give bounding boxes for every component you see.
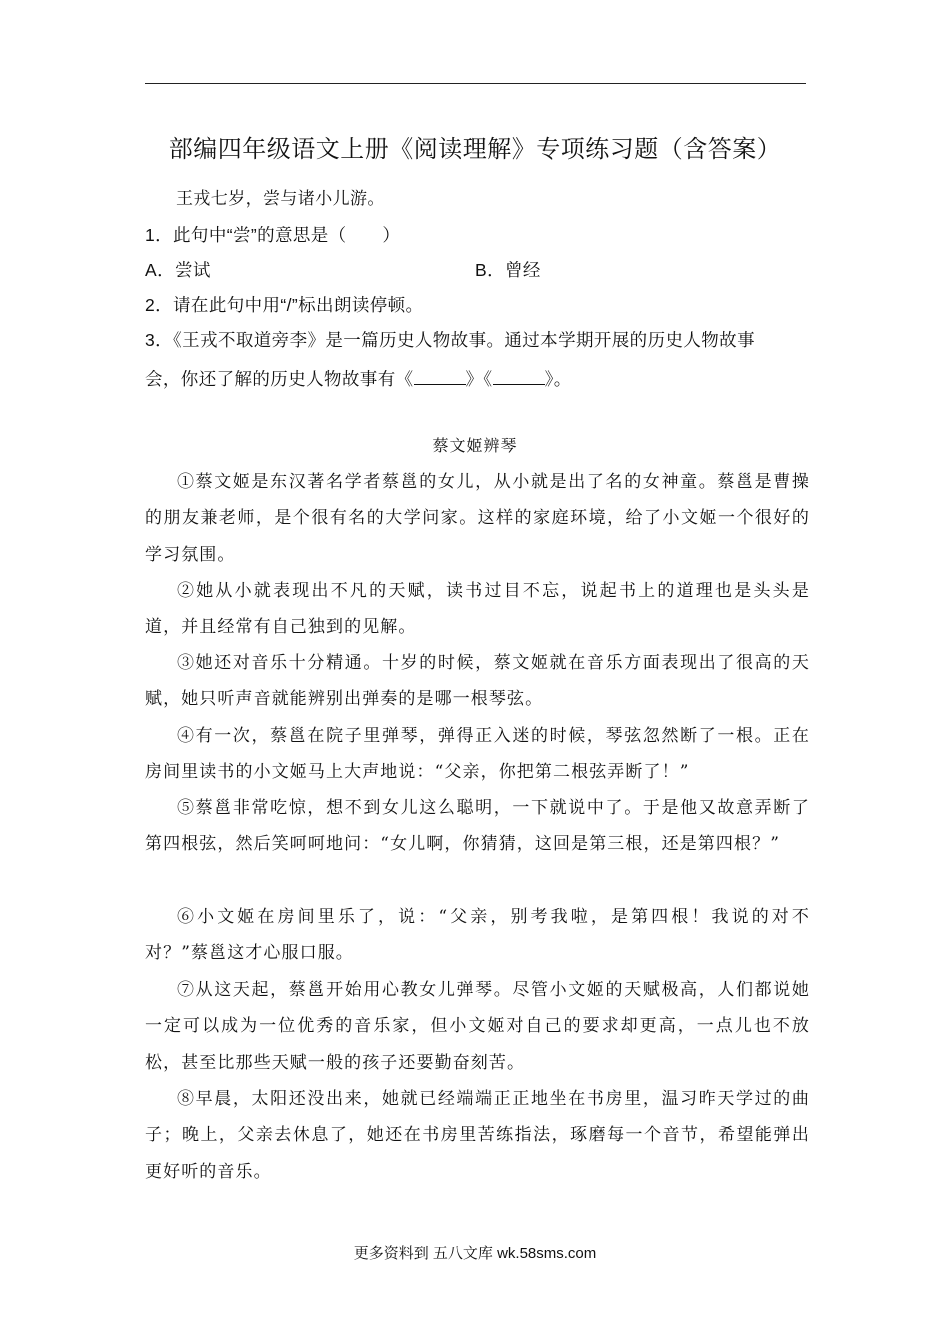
question-2: 2．请在此句中用“/”标出朗读停顿。 [145, 295, 424, 315]
question-1-option-a: A．尝试 [145, 260, 211, 280]
story-paragraph-8: ⑧早晨，太阳还没出来，她就已经端端正正地坐在书房里，温习昨天学过的曲子；晚上，父亲去休息了，她还在书房里苦练指法，琢磨每一个音节，希望能弹出更好听的音乐。 [145, 1089, 810, 1182]
page-title: 部编四年级语文上册《阅读理解》专项练习题（含答案） [168, 135, 782, 163]
question-1-option-b: B．曾经 [475, 260, 541, 280]
answer-blank-2[interactable] [493, 368, 545, 385]
source-sentence: 王戎七岁，尝与诸小儿游。 [176, 189, 385, 209]
story-paragraph-2: ②她从小就表现出不凡的天赋，读书过目不忘，说起书上的道理也是头头是道，并且经常有自己独到的见解。 [145, 581, 810, 638]
question-3-suffix: 》。 [544, 369, 572, 389]
story-paragraph-4: ④有一次，蔡邕在院子里弹琴，弹得正入迷的时候，琴弦忽然断了一根。正在房间里读书的小文姬马上大声地说：“父亲，你把第二根弦弄断了！” [145, 726, 810, 783]
question-3-prefix: 会，你还了解的历史人物故事有《 [145, 369, 414, 389]
answer-blank-1[interactable] [414, 368, 466, 385]
header-rule [145, 83, 806, 84]
question-1: 1．此句中“尝”的意思是（ ） [145, 225, 401, 245]
story-paragraph-7: ⑦从这天起，蔡邕开始用心教女儿弹琴。尽管小文姬的天赋极高，人们都说她一定可以成为一位优秀的音乐家，但小文姬对自己的要求却更高，一点儿也不放松，甚至比那些天赋一般的孩子还要勤奋刻苦。 [145, 980, 810, 1073]
question-3-mid: 》《 [465, 369, 493, 389]
story-paragraph-5: ⑤蔡邕非常吃惊，想不到女儿这么聪明，一下就说中了。于是他又故意弄断了第四根弦，然后笑呵呵地问：“女儿啊，你猜猜，这回是第三根，还是第四根？” [145, 798, 810, 855]
story-paragraph-1: ①蔡文姬是东汉著名学者蔡邕的女儿，从小就是出了名的女神童。蔡邕是曹操的朋友兼老师，是个很有名的大学问家。这样的家庭环境，给了小文姬一个很好的学习氛围。 [145, 472, 810, 565]
story-title: 蔡文姬辨琴 [432, 436, 518, 455]
story-paragraph-6: ⑥小文姬在房间里乐了，说：“父亲，别考我啦，是第四根！我说的对不对？”蔡邕这才心服口服。 [145, 907, 810, 964]
footer-link[interactable]: 更多资料到 五八文库 wk.58sms.com [353, 1245, 597, 1262]
story-paragraph-3: ③她还对音乐十分精通。十岁的时候，蔡文姬就在音乐方面表现出了很高的天赋，她只听声音就能辨别出弹奏的是哪一根琴弦。 [145, 653, 810, 710]
question-3-line-2 [145, 367, 572, 391]
question-3-line-1: 3．《王戎不取道旁李》是一篇历史人物故事。通过本学期开展的历史人物故事 [145, 330, 755, 350]
